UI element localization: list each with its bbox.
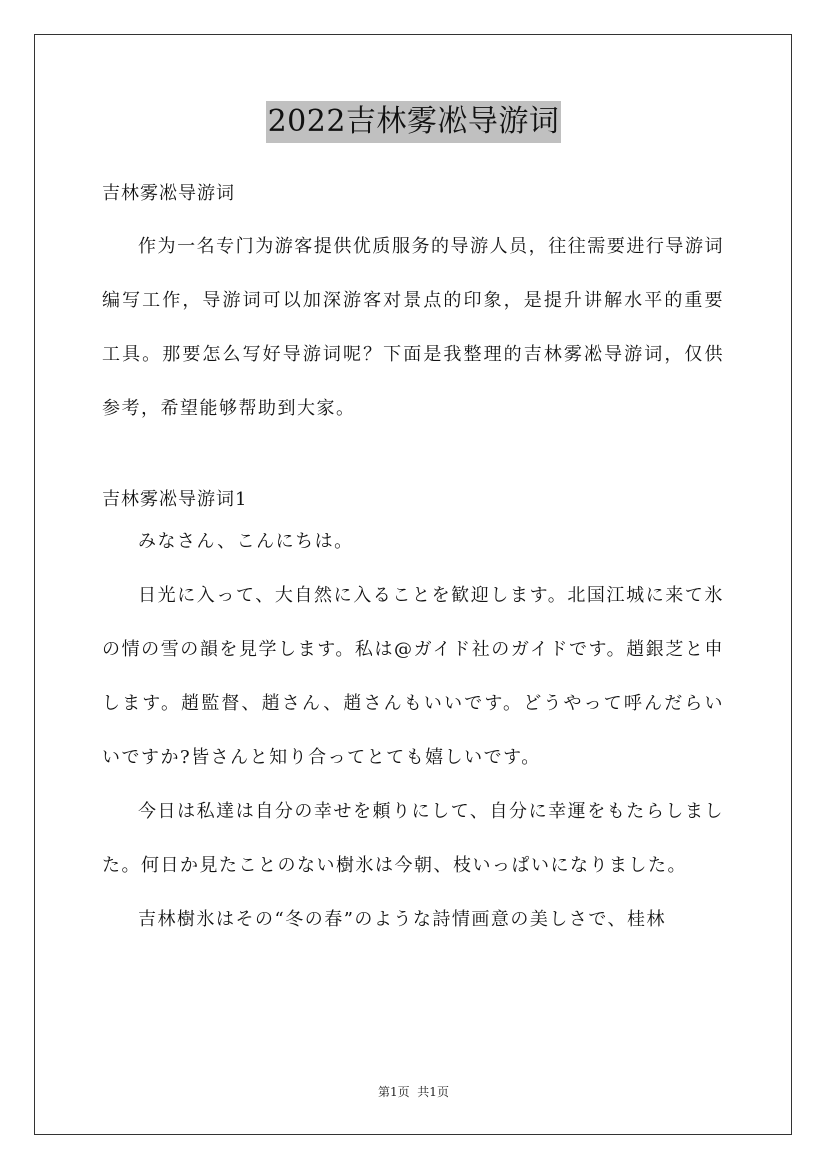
intro-heading: 吉林雾凇导游词	[102, 183, 235, 204]
intro-paragraph: 作为一名专门为游客提供优质服务的导游人员，往往需要进行导游词编写工作，导游词可以加深游客对景点的印象，是提升讲解水平的重要工具。那要怎么写好导游词呢？下面是我整理的吉林雾凇导游词，仅供参考，希望能够帮助到大家。	[102, 236, 724, 419]
section-paragraph-4: 吉林樹氷はその“冬の春”のような詩情画意の美しさで、桂林	[138, 909, 667, 930]
document-body	[102, 180, 724, 947]
section-paragraph-3: 今日は私達は自分の幸せを頼りにして、自分に幸運をもたらしました。何日か見たことのない樹氷は今朝、枝いっぱいになりました。	[102, 801, 724, 876]
section-paragraph-2: 日光に入って、大自然に入ることを歓迎します。北国江城に来て氷の情の雪の韻を見学します。私は@ガイド社のガイドです。趙銀芝と申します。趙監督、趙さん、趙さんもいいです。どうやって呼んだらいいですか?皆さんと知り合ってとても嬉しいです。	[102, 585, 724, 768]
section-heading: 吉林雾凇导游词1	[102, 489, 248, 510]
page-number-footer: 第1页 共1页	[378, 1085, 449, 1099]
document-title	[0, 101, 827, 143]
document-title-text: 2022吉林雾凇导游词	[266, 101, 562, 143]
section-paragraph-1: みなさん、こんにちは。	[138, 531, 354, 552]
